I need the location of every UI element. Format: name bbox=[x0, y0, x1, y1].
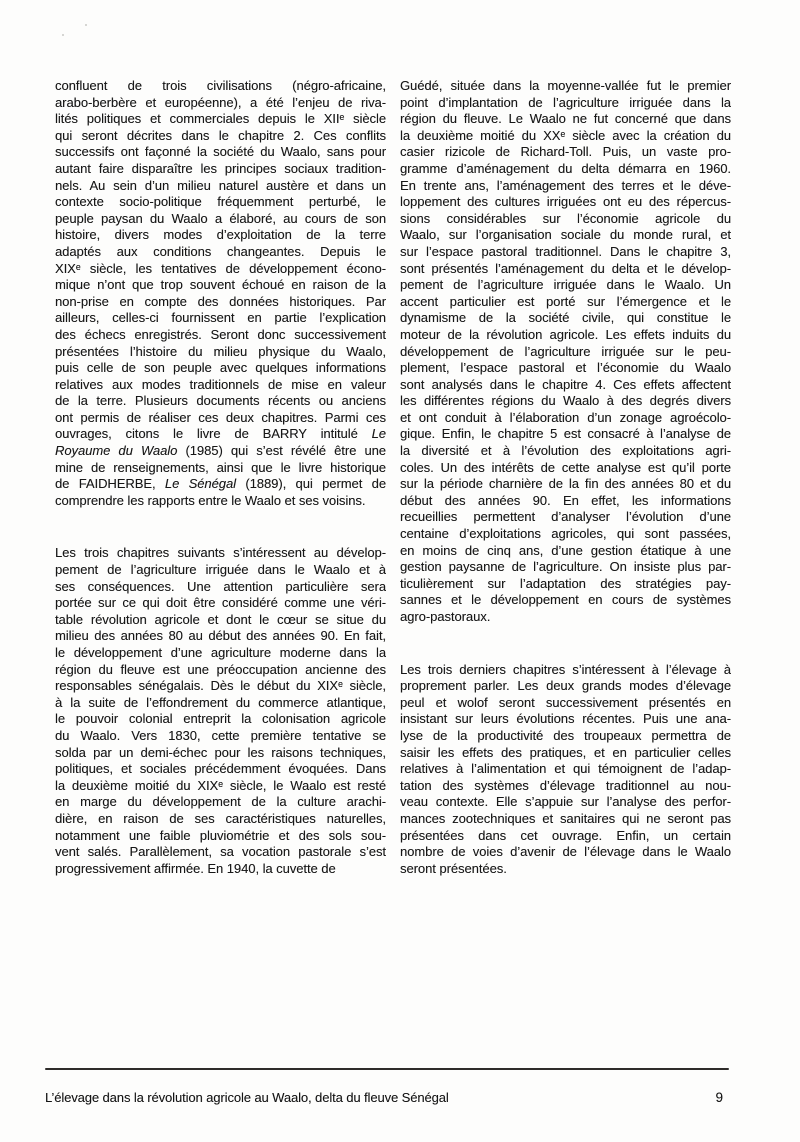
text-line: les différentes régions du Waalo à des degrés divers bbox=[400, 393, 731, 409]
text-line: sont analysés dans le chapitre 4. Ces effets affectent bbox=[400, 376, 731, 392]
text-line: ouvrages, citons le livre de BARRY intitulé Le bbox=[55, 426, 386, 442]
text-line: En trente ans, l’aménagement des terres et le déve- bbox=[400, 177, 731, 193]
text-line: ont permis de réaliser ces deux chapitres. Parmi ces bbox=[55, 409, 386, 425]
text-line: successifs ont façonné la société du Waalo, sans pour bbox=[55, 144, 386, 160]
text-line: tation des systèmes d’élevage traditionnel au nou- bbox=[400, 777, 731, 793]
footer bbox=[45, 1090, 729, 1105]
text-line: non-prise en compte des données historiques. Par bbox=[55, 293, 386, 309]
text-line: politiques, et sociales précédemment évoquées. Dans bbox=[55, 761, 386, 777]
text-line: sannes et le développement en cours de systèmes bbox=[400, 592, 731, 608]
text-line: Les trois chapitres suivants s’intéressent au dévelop- bbox=[55, 545, 386, 561]
text-line: nels. Au sein d’un milieu naturel austère et dans un bbox=[55, 177, 386, 193]
text-line: développement de l’agriculture irriguée sur le peu- bbox=[400, 343, 731, 359]
text-column-left bbox=[55, 78, 386, 877]
text-line: notamment une faible pluviométrie et des sols sou- bbox=[55, 827, 386, 843]
text-line: gramme d’aménagement du delta démarra en 1960. bbox=[400, 160, 731, 176]
text-line: des échecs enregistrés. Seront donc successivement bbox=[55, 326, 386, 342]
text-line: confluent de trois civilisations (négro-africaine, bbox=[55, 78, 386, 93]
paragraph bbox=[400, 78, 731, 626]
text-line: ticulièrement sur l’adaptation des stratégies pay- bbox=[400, 575, 731, 591]
text-line: XIXᵉ siècle, les tentatives de développement écono- bbox=[55, 260, 386, 276]
text-line: gique. Enfin, le chapitre 5 est consacré à l’analyse de bbox=[400, 426, 731, 442]
text-line: nombre de voies d’avenir de l’élevage dans le Waalo bbox=[400, 844, 731, 860]
text-line: Royaume du Waalo (1985) qui s’est révélé être une bbox=[55, 443, 386, 459]
text-line: gestion paysanne de l’agriculture. On insiste plus par- bbox=[400, 559, 731, 575]
text-line: en marge du développement de la culture arachi- bbox=[55, 794, 386, 810]
text-line: mique n’ont que trop souvent échoué en raison de la bbox=[55, 277, 386, 293]
text-line: lités politiques et commerciales depuis le XIIᵉ siècle bbox=[55, 111, 386, 127]
text-line: ses conséquences. Une attention particulière sera bbox=[55, 578, 386, 594]
text-line: présentées l’histoire du milieu physique du Waalo, bbox=[55, 343, 386, 359]
text-line: de la terre. Plusieurs documents récents ou anciens bbox=[55, 393, 386, 409]
text-line: insistant sur leurs évolutions récentes. Puis une ana- bbox=[400, 711, 731, 727]
text-line: ailleurs, celles-ci fournissent en partie l’explication bbox=[55, 310, 386, 326]
text-line: recueillies permettent d’analyser l’évolution d’une bbox=[400, 509, 731, 525]
text-line: saisir les effets des pratiques, et en particulier celles bbox=[400, 744, 731, 760]
text-line: à la suite de l’effondrement du commerce atlantique, bbox=[55, 694, 386, 710]
paragraph bbox=[400, 662, 731, 878]
footer-divider bbox=[45, 1068, 729, 1070]
text-line: Guédé, située dans la moyenne-vallée fut le premier bbox=[400, 78, 731, 93]
text-line: seront présentées. bbox=[400, 860, 507, 876]
text-line: point d’implantation de l’agriculture irriguée dans la bbox=[400, 94, 731, 110]
text-line: relatives à l’alimentation et qui témoignent de l’adap- bbox=[400, 761, 731, 777]
text-line: autant faire disparaître les principes sociaux tradition- bbox=[55, 160, 386, 176]
text-line: de FAIDHERBE, Le Sénégal (1889), qui permet de bbox=[55, 476, 386, 492]
text-line: présentées dans cet ouvrage. Enfin, un certain bbox=[400, 827, 731, 843]
paragraph bbox=[55, 78, 386, 509]
text-line: la diversité et à l’évolution des exploitations agri- bbox=[400, 443, 731, 459]
text-line: pement de l’agriculture irriguée dans le Waalo et à bbox=[55, 562, 386, 578]
text-line: en moins de cinq ans, d’une gestion étatique à une bbox=[400, 542, 731, 558]
text-line: proprement parler. Les deux grands modes d’élevage bbox=[400, 678, 731, 694]
text-line: mances zootechniques et sanitaires qui ne seront pas bbox=[400, 810, 731, 826]
text-line: région du fleuve. Le Waalo ne fut concerné que dans bbox=[400, 111, 731, 127]
text-line: sur la période charnière de la fin des années 80 et du bbox=[400, 476, 731, 492]
paragraph bbox=[55, 545, 386, 877]
text-line: Les trois derniers chapitres s’intéressent à l’élevage à bbox=[400, 661, 731, 677]
text-line: relatives aux modes traditionnels de mise en valeur bbox=[55, 376, 386, 392]
text-line: progressivement affirmée. En 1940, la cuvette de bbox=[55, 860, 336, 876]
text-line: la deuxième moitié du XIXᵉ siècle, le Waalo est resté bbox=[55, 777, 386, 793]
text-line: région du fleuve est une préoccupation ancienne des bbox=[55, 661, 386, 677]
text-line: responsables sénégalais. Dès le début du XIXᵉ siècle, bbox=[55, 678, 386, 694]
text-line: histoire, divers modes d’exploitation de la terre bbox=[55, 227, 386, 243]
text-line: le développement d’une agriculture moderne dans la bbox=[55, 645, 386, 660]
text-line: pement de l’agriculture irriguée dans le Waalo. Un bbox=[400, 277, 731, 293]
text-line: sions considérables sur l’économie agricole du bbox=[400, 210, 731, 226]
text-line: sur l’espace pastoral traditionnel. Dans le chapitre 3, bbox=[400, 243, 731, 259]
text-line: dynamisme de la société civile, qui constitue le bbox=[400, 310, 731, 326]
text-line: moteur de la révolution agricole. Les effets induits du bbox=[400, 326, 731, 342]
text-line: plement, l’espace pastoral et l’économie du Waalo bbox=[400, 360, 731, 376]
text-line: peuple paysan du Waalo a élaboré, au cours de son bbox=[55, 210, 386, 226]
text-line: milieu des années 80 au début des années 90. En fait, bbox=[55, 628, 386, 644]
text-line: lyse de la productivité des troupeaux permettra de bbox=[400, 727, 731, 743]
text-line: adaptés aux conditions changeantes. Depuis le bbox=[55, 243, 386, 259]
text-line: arabo-berbère et européenne), a été l’enjeu de riva- bbox=[55, 94, 386, 110]
text-line: le pouvoir colonial entreprit la colonisation agricole bbox=[55, 711, 386, 727]
text-line: début des années 90. En effet, les informations bbox=[400, 492, 731, 508]
text-line: et ont conduit à l’élaboration d’un zonage agroécolo- bbox=[400, 409, 731, 425]
scan-artifact-dot bbox=[85, 24, 87, 26]
text-line: dière, en raison de ses caractéristiques naturelles, bbox=[55, 810, 386, 826]
text-line: vent salés. Parallèlement, sa vocation pastorale s’est bbox=[55, 844, 386, 860]
text-line: du Waalo. Vers 1830, cette première tentative se bbox=[55, 727, 386, 743]
text-line: peul et wolof seront successivement présentés en bbox=[400, 694, 731, 710]
text-line: comprendre les rapports entre le Waalo et ses voisins. bbox=[55, 492, 366, 508]
text-line: Waalo, sur l’organisation sociale du monde rural, et bbox=[400, 227, 731, 243]
text-line: qui seront décrites dans le chapitre 2. Ces conflits bbox=[55, 127, 386, 143]
text-line: veau contexte. Elle s’appuie sur l’analyse des perfor- bbox=[400, 794, 731, 810]
text-line: casier rizicole de Richard-Toll. Puis, un vaste pro- bbox=[400, 144, 731, 160]
text-line: mine de renseignements, ainsi que le livre historique bbox=[55, 459, 386, 475]
text-line: la deuxième moitié du XXᵉ siècle avec la création du bbox=[400, 127, 731, 143]
text-line: solda par un demi-échec pour les raisons techniques, bbox=[55, 744, 386, 760]
text-line: contexte socio-politique fréquemment perturbé, le bbox=[55, 194, 386, 210]
text-line: accent particulier est porté sur l’émergence et le bbox=[400, 293, 731, 309]
text-line: agro-pastoraux. bbox=[400, 609, 491, 624]
text-line: loppement des cultures irriguées ont eu des répercus- bbox=[400, 194, 731, 210]
text-line: portée sur ce qui doit être considéré comme une véri- bbox=[55, 595, 386, 611]
scan-artifact-dot bbox=[62, 34, 64, 36]
footer-book-title: L’élevage dans la révolution agricole au Waalo, delta du fleuve Sénégal bbox=[45, 1090, 449, 1105]
text-line: coles. Un des intérêts de cette analyse est qu’il porte bbox=[400, 459, 731, 475]
text-line: centaine d’exploitations agricoles, qui sont passées, bbox=[400, 526, 731, 542]
text-line: sont présentés l’aménagement du delta et le dévelop- bbox=[400, 260, 731, 276]
text-line: puis celle de son peuple avec quelques informations bbox=[55, 360, 386, 376]
text-column-right bbox=[400, 78, 731, 877]
page-number: 9 bbox=[715, 1090, 723, 1105]
text-line: table révolution agricole et dont le cœur se situe du bbox=[55, 611, 386, 627]
